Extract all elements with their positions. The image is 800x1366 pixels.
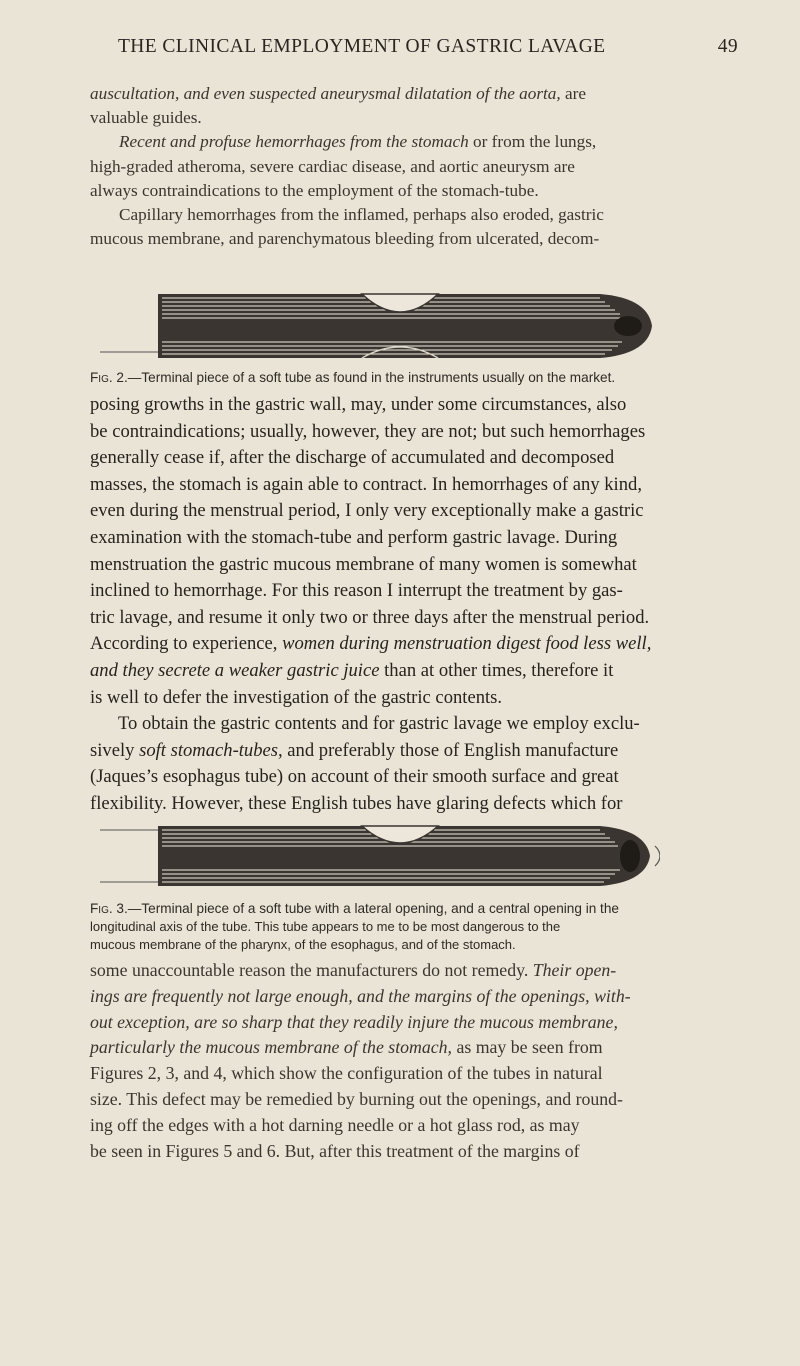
text-line: auscultation, and even suspected aneurysmal dilatation of the aorta, are (90, 84, 586, 103)
figure-label: Fig. 2. (90, 370, 128, 385)
paragraph-contraindications (90, 82, 736, 251)
text-line: Capillary hemorrhages from the inflamed, perhaps also eroded, gastric (119, 205, 604, 225)
text-line: flexibility. However, these English tubes have glaring defects which for (90, 792, 623, 814)
text-line: Figures 2, 3, and 4, which show the configuration of the tubes in natural (90, 1063, 603, 1084)
text-line: be contraindications; usually, however, they are not; but such hemorrhages (90, 420, 646, 442)
caption-text: mucous membrane of the pharynx, of the esophagus, and of the stomach. (90, 937, 516, 952)
text-line: ing off the edges with a hot darning needle or a hot glass rod, as may (90, 1114, 580, 1135)
text-line: ings are frequently not large enough, and the margins of the openings, with- (90, 985, 631, 1006)
figure-2-tube-illustration (100, 290, 660, 362)
paragraph-hemorrhage-tubes (90, 392, 736, 818)
figure-3-tube-illustration (100, 820, 660, 892)
text-line: some unaccountable reason the manufacturers do not remedy. Their open- (90, 960, 617, 980)
text-line: always contraindications to the employment of the stomach-tube. (90, 180, 539, 200)
text-line: even during the menstrual period, I only very exceptionally make a gastric (90, 500, 644, 522)
text-line: be seen in Figures 5 and 6. But, after this treatment of the margins of (90, 1140, 580, 1161)
text-line: sively soft stomach-tubes, and preferably those of English manufacture (90, 739, 619, 761)
text-line: out exception, are so sharp that they readily injure the mucous membrane, (90, 1011, 618, 1032)
paragraph-tube-defects (90, 958, 736, 1164)
text-line: and they secrete a weaker gastric juice than at other times, therefore it (90, 659, 614, 681)
running-title: THE CLINICAL EMPLOYMENT OF GASTRIC LAVAGE (118, 36, 606, 57)
text-line: particularly the mucous membrane of the stomach, as may be seen from (90, 1037, 603, 1058)
tube-drawing-fig2 (100, 290, 660, 362)
running-header (118, 36, 738, 58)
text-line: mucous membrane, and parenchymatous bleeding from ulcerated, decom- (90, 229, 600, 249)
figure-label: Fig. 3. (90, 901, 128, 916)
page-number: 49 (717, 36, 738, 57)
text-line: tric lavage, and resume it only two or three days after the menstrual period. (90, 606, 650, 628)
text-line: valuable guides. (90, 108, 202, 128)
text-line: (Jaques’s esophagus tube) on account of their smooth surface and great (90, 766, 619, 788)
text-line: masses, the stomach is again able to contract. In hemorrhages of any kind, (90, 473, 642, 495)
text-line: To obtain the gastric contents and for gastric lavage we employ exclu- (118, 713, 640, 735)
text-line: size. This defect may be remedied by burning out the openings, and round- (90, 1088, 623, 1109)
text-line: examination with the stomach-tube and perform gastric lavage. During (90, 526, 618, 548)
caption-text: longitudinal axis of the tube. This tube appears to me to be most dangerous to the (90, 919, 561, 934)
figure-3-caption (90, 900, 736, 954)
text-line: inclined to hemorrhage. For this reason I interrupt the treatment by gas- (90, 580, 623, 602)
tube-drawing-fig3 (100, 820, 660, 892)
caption-text: —Terminal piece of a soft tube with a lateral opening, and a central opening in the (127, 901, 619, 916)
text-line: Recent and profuse hemorrhages from the stomach or from the lungs, (119, 132, 597, 152)
text-line: high-graded atheroma, severe cardiac disease, and aortic aneurysm are (90, 156, 575, 176)
text-line: menstruation the gastric mucous membrane of many women is somewhat (90, 553, 637, 575)
figure-2-caption (90, 369, 736, 387)
text-line: generally cease if, after the discharge of accumulated and decomposed (90, 447, 615, 469)
text-line: posing growths in the gastric wall, may, under some circumstances, also (90, 394, 627, 415)
caption-text: —Terminal piece of a soft tube as found in the instruments usually on the market. (127, 370, 616, 385)
text-line: is well to defer the investigation of the gastric contents. (90, 686, 503, 708)
text-line: According to experience, women during menstruation digest food less well, (90, 633, 652, 655)
